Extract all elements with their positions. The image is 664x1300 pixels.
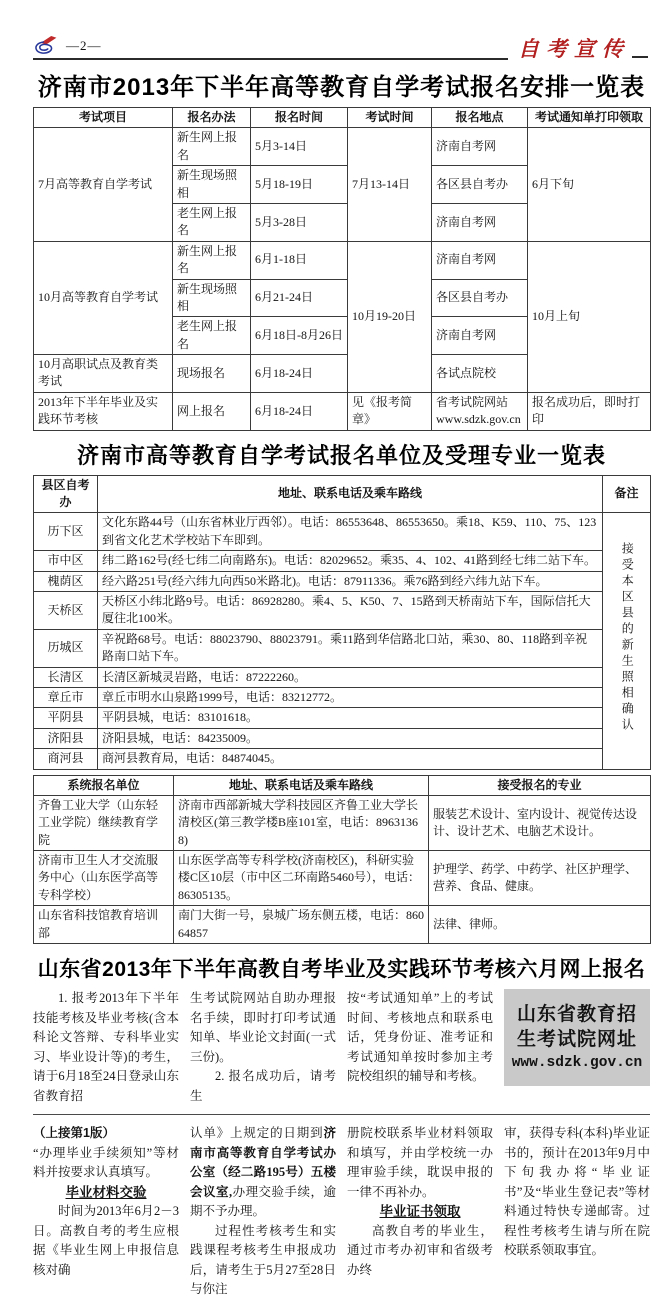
- notice-cell: 10月上旬: [528, 241, 651, 392]
- paragraph: 按“考试通知单”上的考试时间、考核地点和联系电话，凭身份证、准考证和考试通知单按时参加主考院校组织的辅导和考核。: [347, 991, 493, 1084]
- table-row: [34, 906, 651, 944]
- col-header-exam-time: 考试时间: [348, 108, 432, 128]
- text-segment-bold: 济南市高等教育自学考试办公室（经二路195号）五楼会议室,: [190, 1126, 336, 1199]
- place-cell: 各试点院校: [432, 355, 528, 393]
- unit-info: 济南市西部新城大学科技园区齐鲁工业大学长清校区(第三教学楼B座101室，电话：89631368): [174, 795, 429, 850]
- project-cell: 10月高等教育自学考试: [34, 241, 173, 354]
- article-column-4: [504, 989, 650, 1106]
- table-row: [34, 667, 651, 687]
- schedule-table-title: 济南市2013年下半年高等教育自学考试报名安排一览表: [37, 74, 646, 101]
- paragraph: 高教自考的毕业生，通过市考办初审和省级考办终: [347, 1223, 493, 1277]
- place-cell: 济南自考网: [432, 241, 528, 279]
- district-name: 槐荫区: [34, 571, 98, 591]
- paragraph: 册院校联系毕业材料领取和填写，并由学校统一办理审验手续，耽误申报的一律不再补办。: [347, 1126, 493, 1199]
- unit-info: 南门大街一号，泉城广场东侧五楼，电话：86064857: [174, 906, 429, 944]
- place-cell: 济南自考网: [432, 203, 528, 241]
- place-cell: 济南自考网: [432, 317, 528, 355]
- method-cell: 新生现场照相: [173, 279, 251, 317]
- time-cell: 5月3-14日: [251, 128, 348, 166]
- project-cell: 10月高职试点及教育类考试: [34, 355, 173, 393]
- paragraph: 时间为2013年6月2－3日。高教自考的考生应根据《毕业生网上申报信息核对确: [33, 1204, 179, 1277]
- website-box-url: www.sdzk.gov.cn: [511, 1054, 643, 1071]
- method-cell: 老生网上报名: [173, 317, 251, 355]
- paragraph: 2. 报名成功后，请考生: [190, 1069, 336, 1103]
- col-header-unit: 系统报名单位: [34, 775, 174, 795]
- unit-name: 济南市卫生人才交流服务中心（山东医学高等专科学校）: [34, 851, 174, 906]
- district-name: 商河县: [34, 749, 98, 769]
- table-row: [34, 687, 651, 707]
- col-header-district: 县区自考办: [34, 475, 98, 513]
- place-cell: 各区县自考办: [432, 279, 528, 317]
- article-column-4: [504, 1124, 650, 1300]
- district-name: 长清区: [34, 667, 98, 687]
- time-cell: 6月18日-8月26日: [251, 317, 348, 355]
- exam-time-cell: 10月19-20日: [348, 241, 432, 392]
- continued-from-mark: （上接第1版）: [33, 1126, 115, 1141]
- unit-name: 山东省科技馆教育培训部: [34, 906, 174, 944]
- col-header-remark: 备注: [603, 475, 651, 513]
- district-info: 长清区新城灵岩路，电话：87222260。: [98, 667, 603, 687]
- table-row: [34, 571, 651, 591]
- masthead-title: 自考宣传: [508, 39, 650, 60]
- time-cell: 6月18-24日: [251, 392, 348, 430]
- system-units-table: [33, 775, 651, 945]
- exam-time-cell: 见《报考简章》: [348, 392, 432, 430]
- time-cell: 6月1-18日: [251, 241, 348, 279]
- time-cell: 5月3-28日: [251, 203, 348, 241]
- website-info-box: [504, 989, 650, 1086]
- col-header-majors: 接受报名的专业: [429, 775, 651, 795]
- place-cell: [432, 392, 528, 430]
- text-segment: 办理交验手续，逾期不予办理。: [190, 1184, 336, 1219]
- paragraph: [190, 1124, 336, 1222]
- table-row: [34, 851, 651, 906]
- article-bottom-columns: [33, 1124, 650, 1300]
- district-name: 章丘市: [34, 687, 98, 707]
- place-cell: 济南自考网: [432, 128, 528, 166]
- district-name: 历城区: [34, 629, 98, 667]
- method-cell: 现场报名: [173, 355, 251, 393]
- district-name: 平阴县: [34, 708, 98, 728]
- place-site-url: www.sdzk.gov.cn: [436, 412, 521, 427]
- text-segment: 认单》上规定的日期到: [190, 1126, 324, 1141]
- project-cell: 7月高等教育自学考试: [34, 128, 173, 241]
- method-cell: 新生网上报名: [173, 241, 251, 279]
- table-row: [34, 591, 651, 629]
- col-header-reg-time: 报名时间: [251, 108, 348, 128]
- time-cell: 6月18-24日: [251, 355, 348, 393]
- method-cell: 新生网上报名: [173, 128, 251, 166]
- table-row: [34, 708, 651, 728]
- website-box-title: 山东省教育招生考试院网址: [516, 1003, 637, 1050]
- unit-majors: 服装艺术设计、室内设计、视觉传达设计、设计艺术、电脑艺术设计。: [429, 795, 651, 850]
- table-row: [34, 128, 651, 166]
- paragraph: 过程性考核考生和实践课程考核考生申报成功后，请考生于5月27至28日与你注: [190, 1223, 336, 1297]
- table-row: [34, 241, 651, 279]
- col-header-notice: 考试通知单打印领取: [528, 108, 651, 128]
- exam-time-cell: 7月13-14日: [348, 128, 432, 241]
- col-header-method: 报名办法: [173, 108, 251, 128]
- district-info: 济阳县城，电话：84235009。: [98, 728, 603, 748]
- units-table-title: 济南市高等教育自学考试报名单位及受理专业一览表: [76, 442, 606, 468]
- section-divider: [33, 1114, 650, 1115]
- page-header: [33, 34, 650, 60]
- district-name: 济阳县: [34, 728, 98, 748]
- district-info: 经六路251号(经六纬九向西50米路北)。电话：87911336。乘76路到经六纬九站下车。: [98, 571, 603, 591]
- article-column-3: [347, 989, 493, 1106]
- article-title: 山东省2013年下半年高教自考毕业及实践环节考核六月网上报名: [37, 958, 646, 982]
- table-header-row: [34, 775, 651, 795]
- article-column-3: [347, 1124, 493, 1300]
- header-left: [33, 35, 508, 60]
- subsection-heading: 毕业证书领取: [379, 1204, 461, 1220]
- paragraph: 审，获得专科(本科)毕业证书的，预计在2013年9月中下旬我办将“毕业证书”及“毕业生登记表”等材料通过特快专递邮寄。过程性考核考生请与所在院校联系领取事宜。: [504, 1126, 650, 1258]
- project-cell: 2013年下半年毕业及实践环节考核: [34, 392, 173, 430]
- col-header-project: 考试项目: [34, 108, 173, 128]
- subsection-heading: 毕业材料交验: [65, 1184, 147, 1200]
- table-row: [34, 392, 651, 430]
- district-info: 章丘市明水山泉路1999号，电话：83212772。: [98, 687, 603, 707]
- notice-cell: 6月下旬: [528, 128, 651, 241]
- table-row: [34, 551, 651, 571]
- article-column-2: [190, 1124, 336, 1300]
- article-column-2: [190, 989, 336, 1106]
- remark-cell: [603, 513, 651, 769]
- registration-schedule-table: [33, 107, 651, 431]
- col-header-place: 报名地点: [432, 108, 528, 128]
- col-header-address: 地址、联系电话及乘车路线: [98, 475, 603, 513]
- newspaper-logo-icon: [33, 35, 59, 56]
- method-cell: 老生网上报名: [173, 203, 251, 241]
- paragraph: 1. 报考2013年下半年技能考核及毕业考核(含本科论文答辩、专科毕业实习、毕业设计等)的考生，请于6月18至24日登录山东省教育招: [33, 991, 179, 1103]
- district-info: 天桥区小纬北路9号。电话：86928280。乘4、5、K50、7、15路到天桥南站下车，国际信托大厦往北100米。: [98, 591, 603, 629]
- table-row: [34, 795, 651, 850]
- table-header-row: [34, 475, 651, 513]
- page-number: —2—: [66, 37, 102, 53]
- table-row: [34, 728, 651, 748]
- unit-name: 齐鲁工业大学（山东轻工业学院）继续教育学院: [34, 795, 174, 850]
- district-info: 纬二路162号(经七纬二向南路东)。电话：82029652。乘35、4、102、41路到经七纬二站下车。: [98, 551, 603, 571]
- method-cell: 网上报名: [173, 392, 251, 430]
- remark-vertical-text: 接受本区县的新生照相确认: [620, 542, 635, 735]
- col-header-address: 地址、联系电话及乘车路线: [174, 775, 429, 795]
- table-row: [34, 629, 651, 667]
- unit-majors: 法律、律师。: [429, 906, 651, 944]
- district-offices-table: [33, 475, 651, 770]
- time-cell: 5月18-19日: [251, 166, 348, 204]
- article-column-1: [33, 989, 179, 1106]
- unit-info: 山东医学高等专科学校(济南校区)，科研实验楼C区10层（市中区二环南路5460号），电话：86305135。: [174, 851, 429, 906]
- district-name: 天桥区: [34, 591, 98, 629]
- unit-majors: 护理学、药学、中药学、社区护理学、营养、食品、健康。: [429, 851, 651, 906]
- district-name: 历下区: [34, 513, 98, 551]
- notice-cell: 报名成功后，即时打印: [528, 392, 651, 430]
- table-header-row: [34, 108, 651, 128]
- paragraph: “办理毕业手续须知”等材料并按要求认真填写。: [33, 1145, 179, 1180]
- time-cell: 6月21-24日: [251, 279, 348, 317]
- district-info: 辛祝路68号。电话：88023790、88023791。乘11路到华信路北口站，乘30、80、118路到辛祝路南口站下车。: [98, 629, 603, 667]
- table-row: [34, 749, 651, 769]
- district-name: 市中区: [34, 551, 98, 571]
- district-info: 平阴县城，电话：83101618。: [98, 708, 603, 728]
- place-site-label: 省考试院网站: [436, 394, 509, 409]
- article-column-1: [33, 1124, 179, 1300]
- article-top-columns: [33, 989, 650, 1106]
- place-cell: 各区县自考办: [432, 166, 528, 204]
- method-cell: 新生现场照相: [173, 166, 251, 204]
- paragraph: 生考试院网站自助办理报名手续，即时打印考试通知单、毕业论文封面(一式三份)。: [190, 991, 336, 1064]
- table-row: [34, 513, 651, 551]
- district-info: 文化东路44号（山东省林业厅西邻）。电话：86553648、86553650。乘18、K59、110、75、123到省文化艺术学校站下车即到。: [98, 513, 603, 551]
- district-info: 商河县教育局，电话：84874045。: [98, 749, 603, 769]
